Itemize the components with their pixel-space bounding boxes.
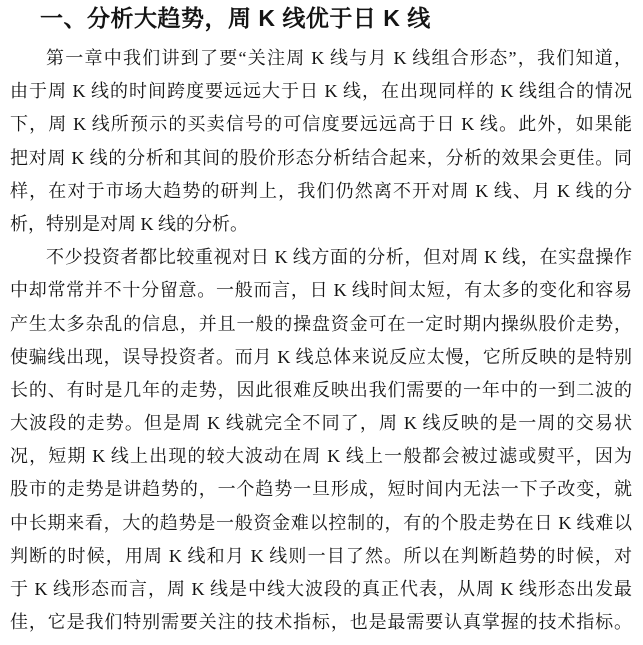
text-line: 第一章中我们讲到了要“关注周 K 线与月 K 线组合形态”，我们知道， [46, 48, 632, 68]
text-line: 样，在对于市场大趋势的研判上，我们仍然离不开对周 K 线、月 K 线的分 [10, 180, 632, 201]
body-text [10, 42, 632, 639]
text-line: 中长期来看，大的趋势是一般资金难以控制的，有的个股走势在日 K 线难以 [10, 512, 632, 533]
section-heading: 一、分析大趋势，周 K 线优于日 K 线 [40, 5, 431, 31]
text-line: 由于周 K 线的时间跨度要远远大于日 K 线，在出现同样的 K 线组合的情况 [10, 81, 632, 102]
text-line: 股市的走势是讲趋势的，一个趋势一旦形成，短时间内无法一下子改变，就 [10, 479, 632, 500]
text-line: 析，特别是对周 K 线的分析。 [10, 213, 248, 234]
text-line: 把对周 K 线的分析和其间的股价形态分析结合起来，分析的效果会更佳。同 [10, 147, 632, 168]
paragraph-1 [10, 42, 632, 241]
text-line: 况，短期 K 线上出现的较大波动在周 K 线上一般都会被过滤或熨平，因为 [10, 446, 632, 467]
text-line: 判断的时候，用周 K 线和月 K 线则一目了然。所以在判断趋势的时候，对 [10, 545, 632, 566]
text-line: 产生太多杂乱的信息，并且一般的操盘资金可在一定时期内操纵股价走势， [10, 313, 632, 334]
text-line: 佳，它是我们特别需要关注的技术指标，也是最需要认真掌握的技术指标。 [10, 612, 632, 633]
text-line: 大波段的走势。但是周 K 线就完全不同了，周 K 线反映的是一周的交易状 [10, 413, 632, 434]
text-line: 于 K 线形态而言，周 K 线是中线大波段的真正代表，从周 K 线形态出发最 [10, 579, 632, 599]
text-line: 长的、有时是几年的走势，因此很难反映出我们需要的一年中的一到二波的 [10, 379, 632, 400]
text-line: 下，周 K 线所预示的买卖信号的可信度要远远高于日 K 线。此外，如果能 [10, 114, 632, 135]
text-line: 使骗线出现，误导投资者。而月 K 线总体来说反应太慢，它所反映的是特别 [10, 346, 632, 367]
text-line: 中却常常并不十分留意。一般而言，日 K 线时间太短，有太多的变化和容易 [10, 280, 632, 301]
text-line: 不少投资者都比较重视对日 K 线方面的分析，但对周 K 线，在实盘操作 [46, 247, 632, 268]
paragraph-2 [10, 241, 632, 639]
